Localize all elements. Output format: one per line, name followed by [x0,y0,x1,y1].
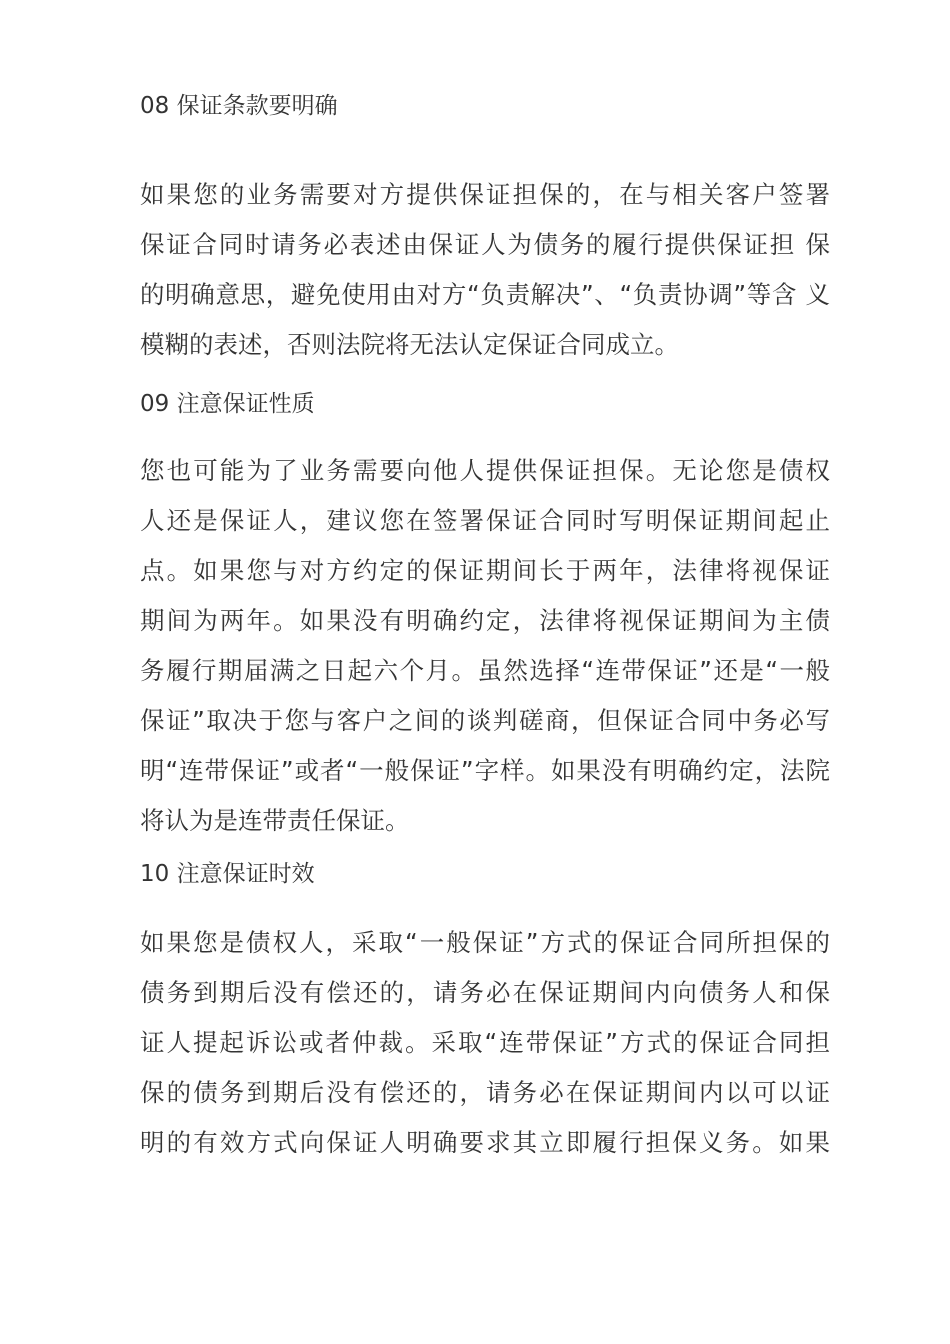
section-heading-08: 08 保证条款要明确 [140,93,338,119]
section-paragraph-09 [140,446,830,846]
paragraph-line: 明的有效方式向保证人明确要求其立即履行担保义务。如果 [140,1128,830,1157]
paragraph-line: 期间为两年。如果没有明确约定，法律将视保证期间为主债 [140,606,830,635]
section-heading-10: 10 注意保证时效 [140,861,315,887]
paragraph-line: 如果您是债权人，采取“一般保证”方式的保证合同所担保的 [140,928,830,957]
paragraph-line: 保证合同时请务必表述由保证人为债务的履行提供保证担 保 [140,230,830,259]
paragraph-line: 模糊的表述，否则法院将无法认定保证合同成立。 [140,330,679,359]
paragraph-line: 证人提起诉讼或者仲裁。采取“连带保证”方式的保证合同担 [140,1028,830,1057]
paragraph-line: 点。如果您与对方约定的保证期间长于两年，法律将视保证 [140,556,830,585]
paragraph-line: 的明确意思，避免使用由对方“负责解决”、“负责协调”等含 义 [140,280,830,309]
paragraph-line: 保证”取决于您与客户之间的谈判磋商，但保证合同中务必写 [140,706,830,735]
paragraph-line: 务履行期届满之日起六个月。虽然选择“连带保证”还是“一般 [140,656,830,685]
section-heading-09: 09 注意保证性质 [140,391,315,417]
paragraph-line: 明“连带保证”或者“一般保证”字样。如果没有明确约定，法院 [140,756,830,785]
paragraph-line: 如果您的业务需要对方提供保证担保的，在与相关客户签署 [140,180,830,209]
section-paragraph-08 [140,170,830,370]
paragraph-line: 将认为是连带责任保证。 [140,806,410,835]
paragraph-line: 人还是保证人，建议您在签署保证合同时写明保证期间起止 [140,506,830,535]
paragraph-line: 保的债务到期后没有偿还的，请务必在保证期间内以可以证 [140,1078,830,1107]
paragraph-line: 债务到期后没有偿还的，请务必在保证期间内向债务人和保 [140,978,830,1007]
section-paragraph-10 [140,918,830,1168]
paragraph-line: 您也可能为了业务需要向他人提供保证担保。无论您是债权 [140,456,830,485]
